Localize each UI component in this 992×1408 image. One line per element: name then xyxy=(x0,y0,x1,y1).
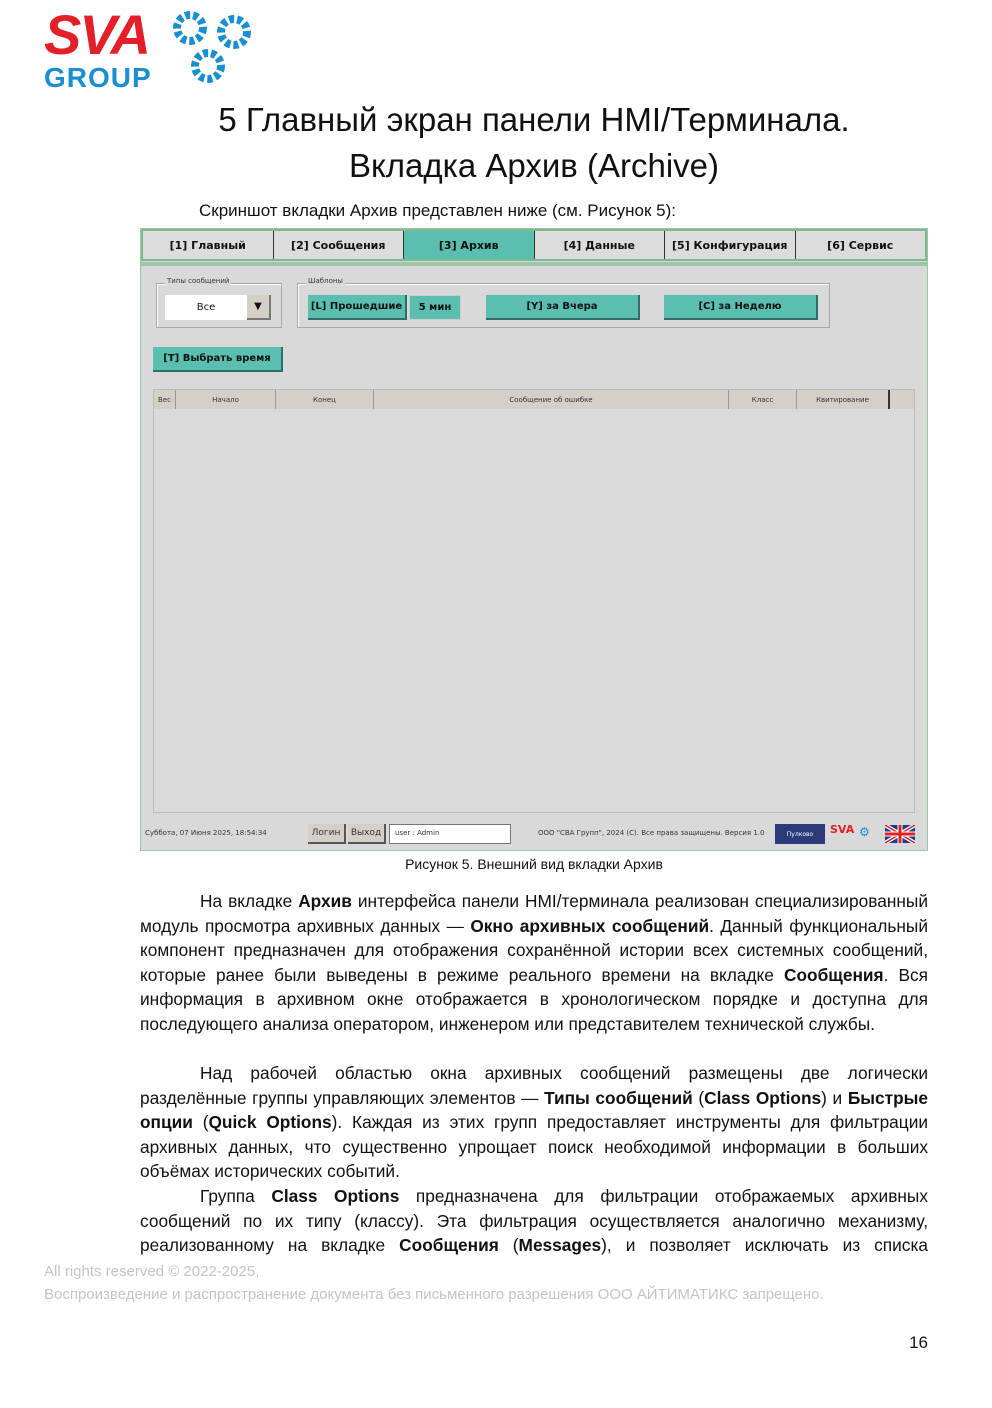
tab-config[interactable]: [5] Конфигурация xyxy=(665,231,796,259)
uk-flag-icon[interactable] xyxy=(885,825,915,843)
gears-icon xyxy=(170,6,260,90)
tab-main[interactable]: [1] Главный xyxy=(143,231,274,259)
page-number: 16 xyxy=(909,1333,928,1352)
logout-button[interactable]: Выход xyxy=(348,824,386,844)
msg-types-group xyxy=(156,277,282,328)
templates-group xyxy=(297,277,830,328)
login-button[interactable]: Логин xyxy=(308,824,346,844)
yesterday-button[interactable]: [Y] за Вчера xyxy=(486,295,640,320)
msg-types-value: Все xyxy=(196,302,216,313)
week-button[interactable]: [C] за Неделю xyxy=(664,295,818,320)
table-header xyxy=(154,390,914,409)
page-title: 5 Главный экран панели HMI/Терминала. Вкладка Архив (Archive) xyxy=(218,101,850,184)
logo-sva: SVA xyxy=(44,3,149,66)
msg-types-select[interactable] xyxy=(165,295,271,320)
archive-table xyxy=(153,389,915,813)
tab-messages[interactable]: [2] Сообщения xyxy=(274,231,405,259)
paragraph-2: Над рабочей областью окна архивных сообщений размещены две логически разделённые группы управляющих элементов — Типы сообщений (Class Options) и Быстрые опции (Quick Options). Каждая из этих групп предоставляет инструменты для фильтрации архивных данных, что существенно упрощает поиск необходимой информации в больших объёмах исторических событий. xyxy=(140,1063,928,1181)
divider xyxy=(141,262,927,266)
logo-group: GROUP xyxy=(44,62,152,93)
msg-types-label: Типы сообщений xyxy=(167,277,230,285)
archive-screenshot xyxy=(140,228,928,851)
templates-label: Шаблоны xyxy=(308,277,343,285)
past-duration-field[interactable]: 5 мин xyxy=(409,295,461,320)
pulkovo-logo: Пулково xyxy=(775,824,825,844)
tab-data[interactable]: [4] Данные xyxy=(535,231,666,259)
col-ack[interactable]: Квитирование xyxy=(797,390,890,409)
user-field: user : Admin xyxy=(389,824,511,844)
status-bar xyxy=(141,823,927,851)
copyright: ООО "СВА Групп", 2024 (С). Все права защищены. Версия 1.0 xyxy=(538,829,765,837)
datetime: Суббота, 07 Июня 2025, 18:54:34 xyxy=(145,829,267,837)
footer-notice: Воспроизведение и распространение документа без письменного разрешения ООО АЙТИМАТИКС запрещено. xyxy=(44,1286,824,1303)
paragraph-1: На вкладке Архив интерфейса панели HMI/терминала реализован специализированный модуль просмотра архивных данных — Окно архивных сообщений. Данный функциональный компонент предназначен для отображения сохранённой истории всех системных сообщений, которые ранее были выведены в режиме реального времени на вкладке Сообщения. Вся информация в архивном окне отображается в хронологическом порядке и доступна для последующего анализа оператором, инженером или представителем технической службы. xyxy=(140,891,928,1034)
paragraph-3: Группа Class Options предназначена для фильтрации отображаемых архивных сообщений по их типу (классу). Эта фильтрация осуществляется аналогично механизму, реализованному на вкладке Сообщения (Messages), и позволяет исключать из списка xyxy=(140,1186,928,1255)
figure-caption: Рисунок 5. Внешний вид вкладки Архив xyxy=(405,856,663,872)
col-start[interactable]: Начало xyxy=(176,390,276,409)
select-time-button[interactable]: [T] Выбрать время xyxy=(153,347,283,372)
intro-text: Скриншот вкладки Архив представлен ниже (см. Рисунок 5): xyxy=(199,201,676,220)
tab-archive[interactable]: [3] Архив xyxy=(404,231,535,259)
footer-rights: All rights reserved © 2022-2025, xyxy=(44,1263,260,1280)
past-button[interactable]: [L] Прошедшие xyxy=(308,295,407,320)
sva-small-logo: SVA xyxy=(830,823,855,836)
col-class[interactable]: Класс xyxy=(729,390,797,409)
chevron-down-icon[interactable]: ▼ xyxy=(247,295,271,320)
tab-service[interactable]: [6] Сервис xyxy=(796,231,926,259)
col-weight[interactable]: Вес xyxy=(154,390,176,409)
gears-small-icon: ⚙ xyxy=(859,825,870,839)
tab-bar xyxy=(141,229,927,261)
col-end[interactable]: Конец xyxy=(276,390,374,409)
col-message[interactable]: Сообщение об ошибке xyxy=(374,390,729,409)
